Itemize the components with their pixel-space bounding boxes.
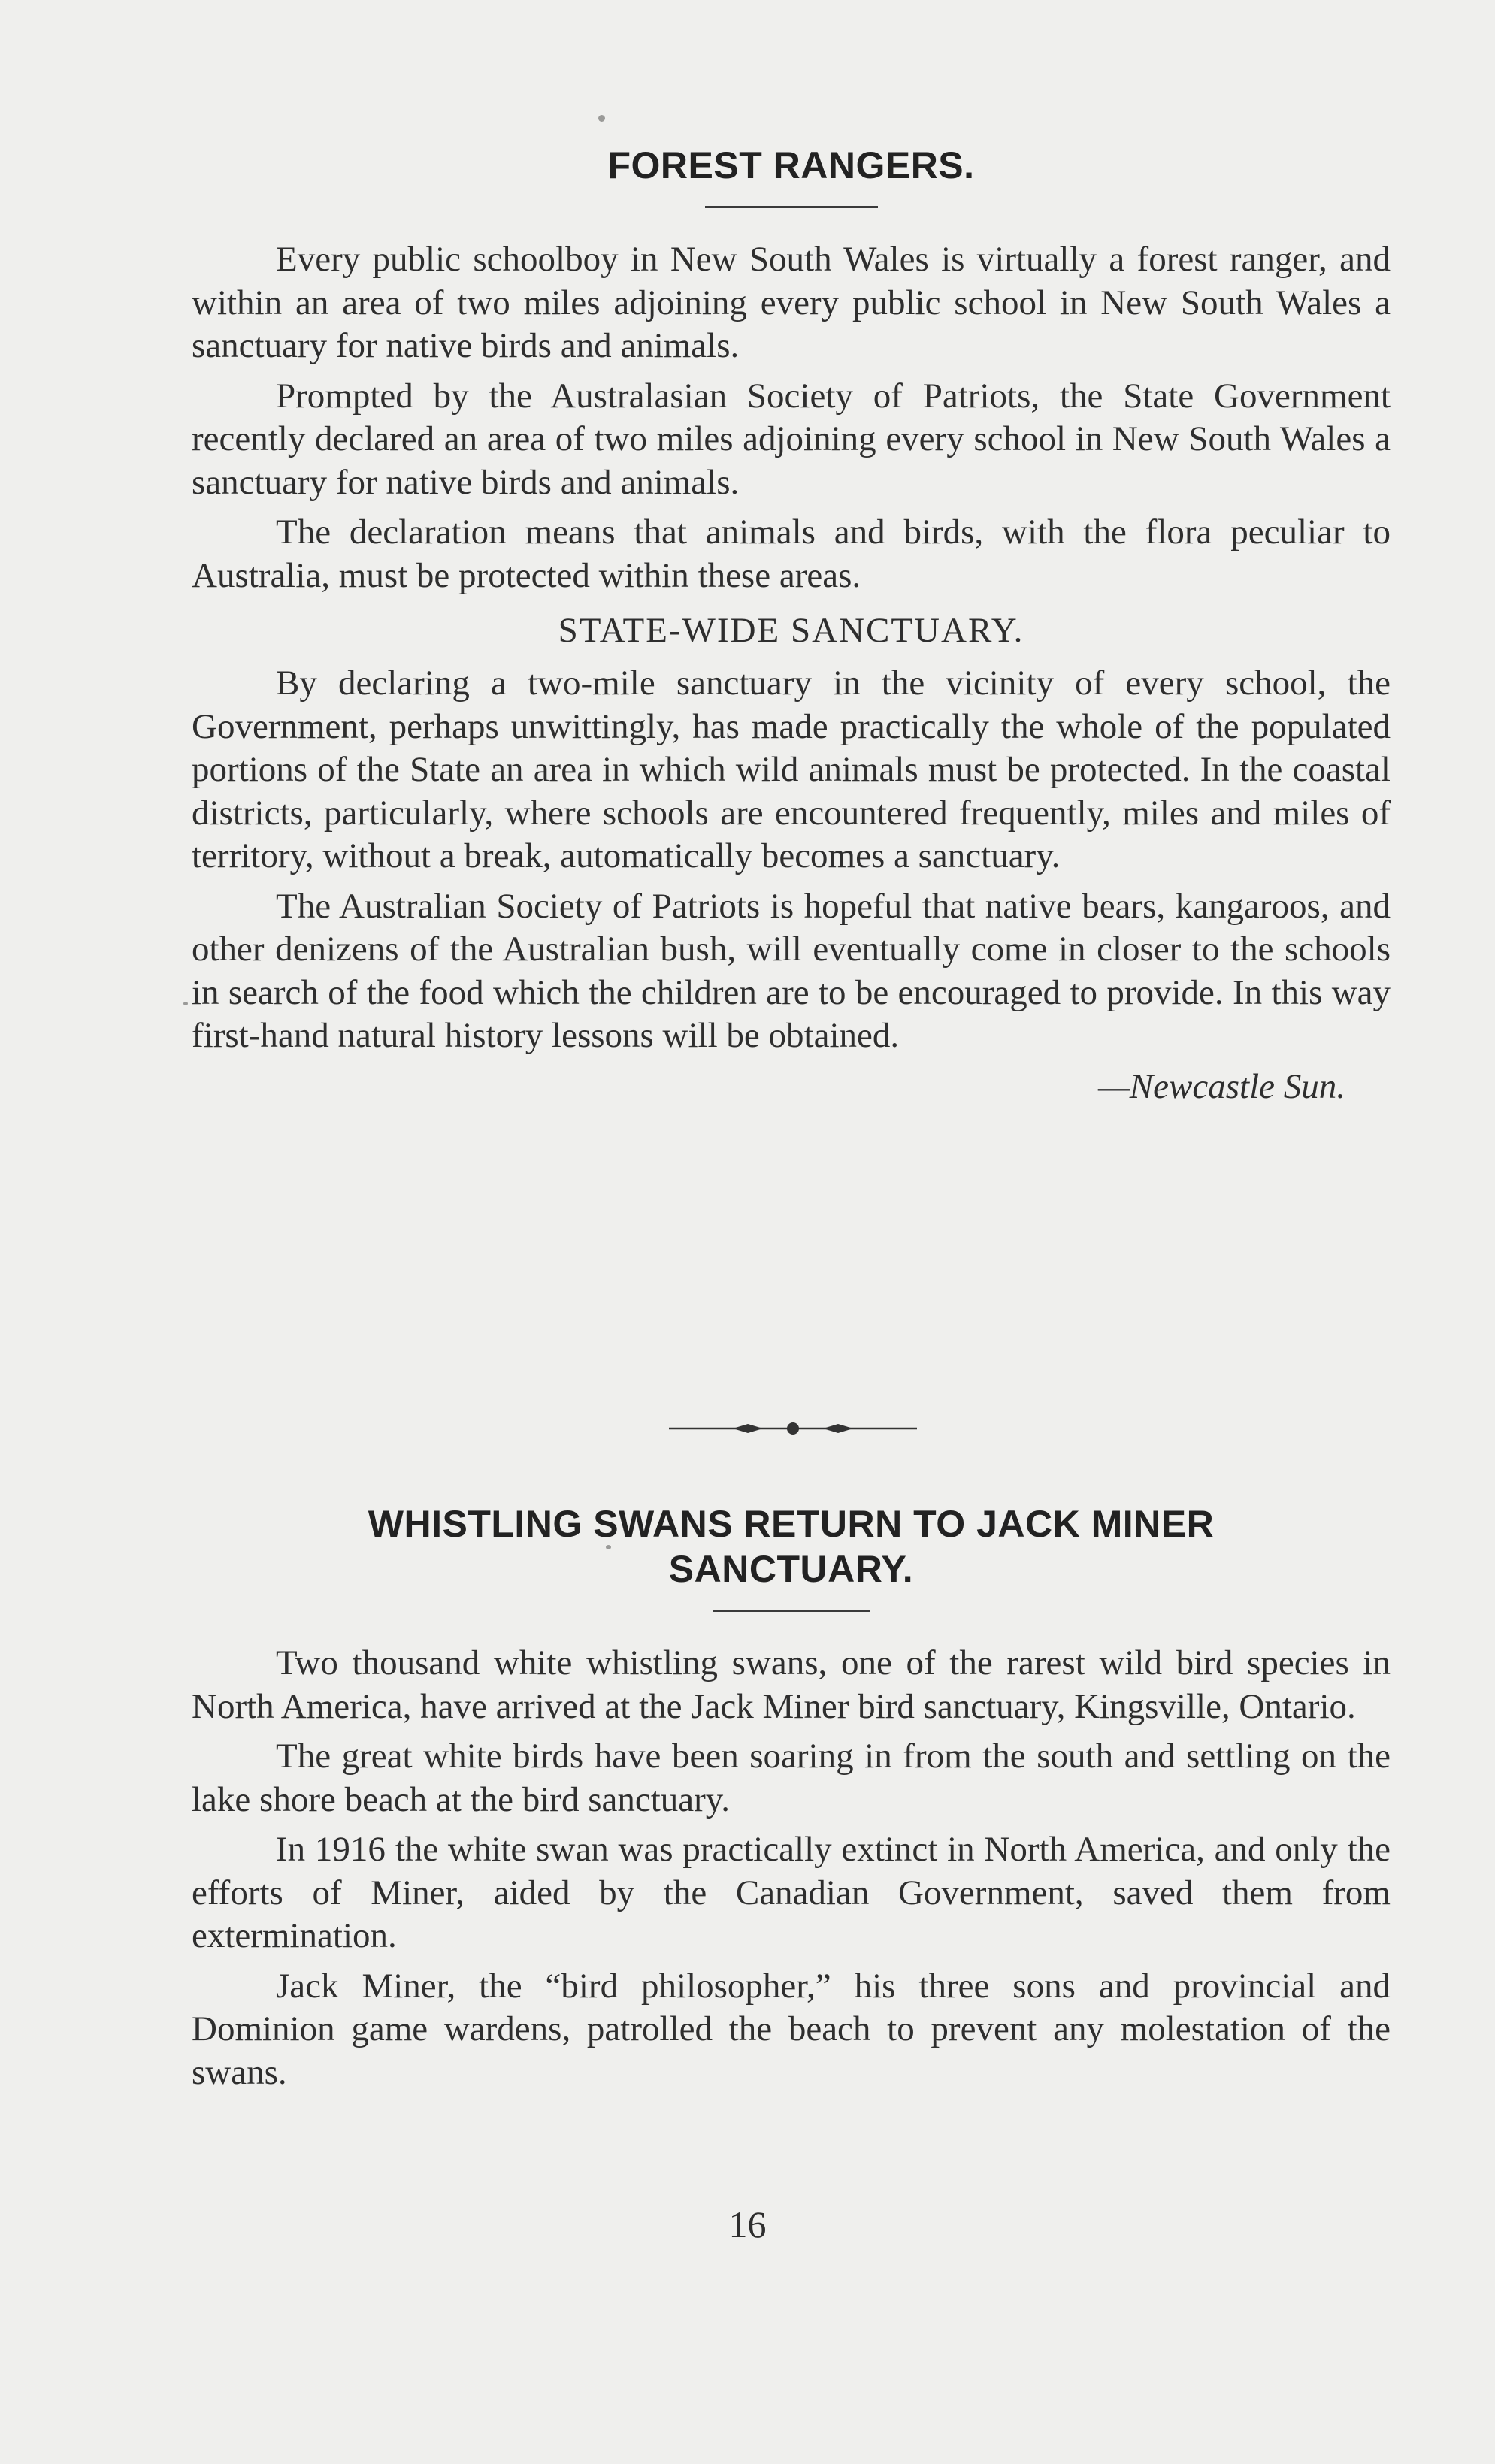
- article-forest-rangers: [192, 143, 1391, 1108]
- page-number: 16: [728, 2203, 767, 2245]
- paragraph: The Australian Society of Patriots is hopeful that native bears, kangaroos, and other denizens of the Australian bush, will eventually come in closer to the schools in search of the food which the children are to be encouraged to provide. In this way first-hand natural history lessons will be obtained.: [192, 886, 1391, 1055]
- paragraph: By declaring a two-mile sanctuary in the vicinity of every school, the Government, perhaps unwittingly, has made practically the whole of the populated portions of the State an area in which wild animals must be protected. In the coastal districts, particularly, where schools are encountered frequently, miles and miles of territory, without a break, automatically becomes a sanctuary.: [192, 664, 1391, 875]
- article-title: [192, 1501, 1391, 1592]
- section-subheading: STATE-WIDE SANCTUARY.: [558, 611, 1024, 650]
- ornament-divider-icon: [669, 1417, 917, 1440]
- paper-speck: [598, 115, 605, 122]
- paper-speck: [606, 1545, 611, 1549]
- paper-speck: [183, 1002, 188, 1005]
- source-attribution: —Newcastle Sun.: [1098, 1066, 1345, 1106]
- paragraph: In 1916 the white swan was practically extinct in North America, and only the efforts of Miner, aided by the Canadian Government, saved them from extermination.: [192, 1830, 1391, 1955]
- title-rule: [713, 1610, 870, 1612]
- paragraph: Prompted by the Australasian Society of Patriots, the State Government recently declared an area of two miles adjoining every school in New South Wales a sanctuary for native birds and animals.: [192, 376, 1391, 502]
- paragraph: The declaration means that animals and birds, with the flora peculiar to Australia, must be protected within these areas.: [192, 512, 1391, 595]
- paragraph: The great white birds have been soaring in from the south and settling on the lake shore beach at the bird sanctuary.: [192, 1737, 1391, 1819]
- paragraph: Two thousand white whistling swans, one of the rarest wild bird species in North America, have arrived at the Jack Miner bird sanctuary, Kingsville, Ontario.: [192, 1643, 1391, 1726]
- title-rule: [705, 206, 878, 208]
- article-title-line-1: WHISTLING SWANS RETURN TO JACK MINER: [368, 1503, 1215, 1545]
- paragraph: Every public schoolboy in New South Wales is virtually a forest ranger, and within an area of two miles adjoining every public school in New South Wales a sanctuary for native birds and animals.: [192, 240, 1391, 365]
- article-title: FOREST RANGERS.: [607, 144, 975, 186]
- paragraph: Jack Miner, the “bird philosopher,” his three sons and provincial and Dominion game wardens, patrolled the beach to prevent any molestation of the swans.: [192, 1966, 1391, 2092]
- article-title-line-2: SANCTUARY.: [668, 1548, 914, 1590]
- article-whistling-swans: [192, 1501, 1391, 2101]
